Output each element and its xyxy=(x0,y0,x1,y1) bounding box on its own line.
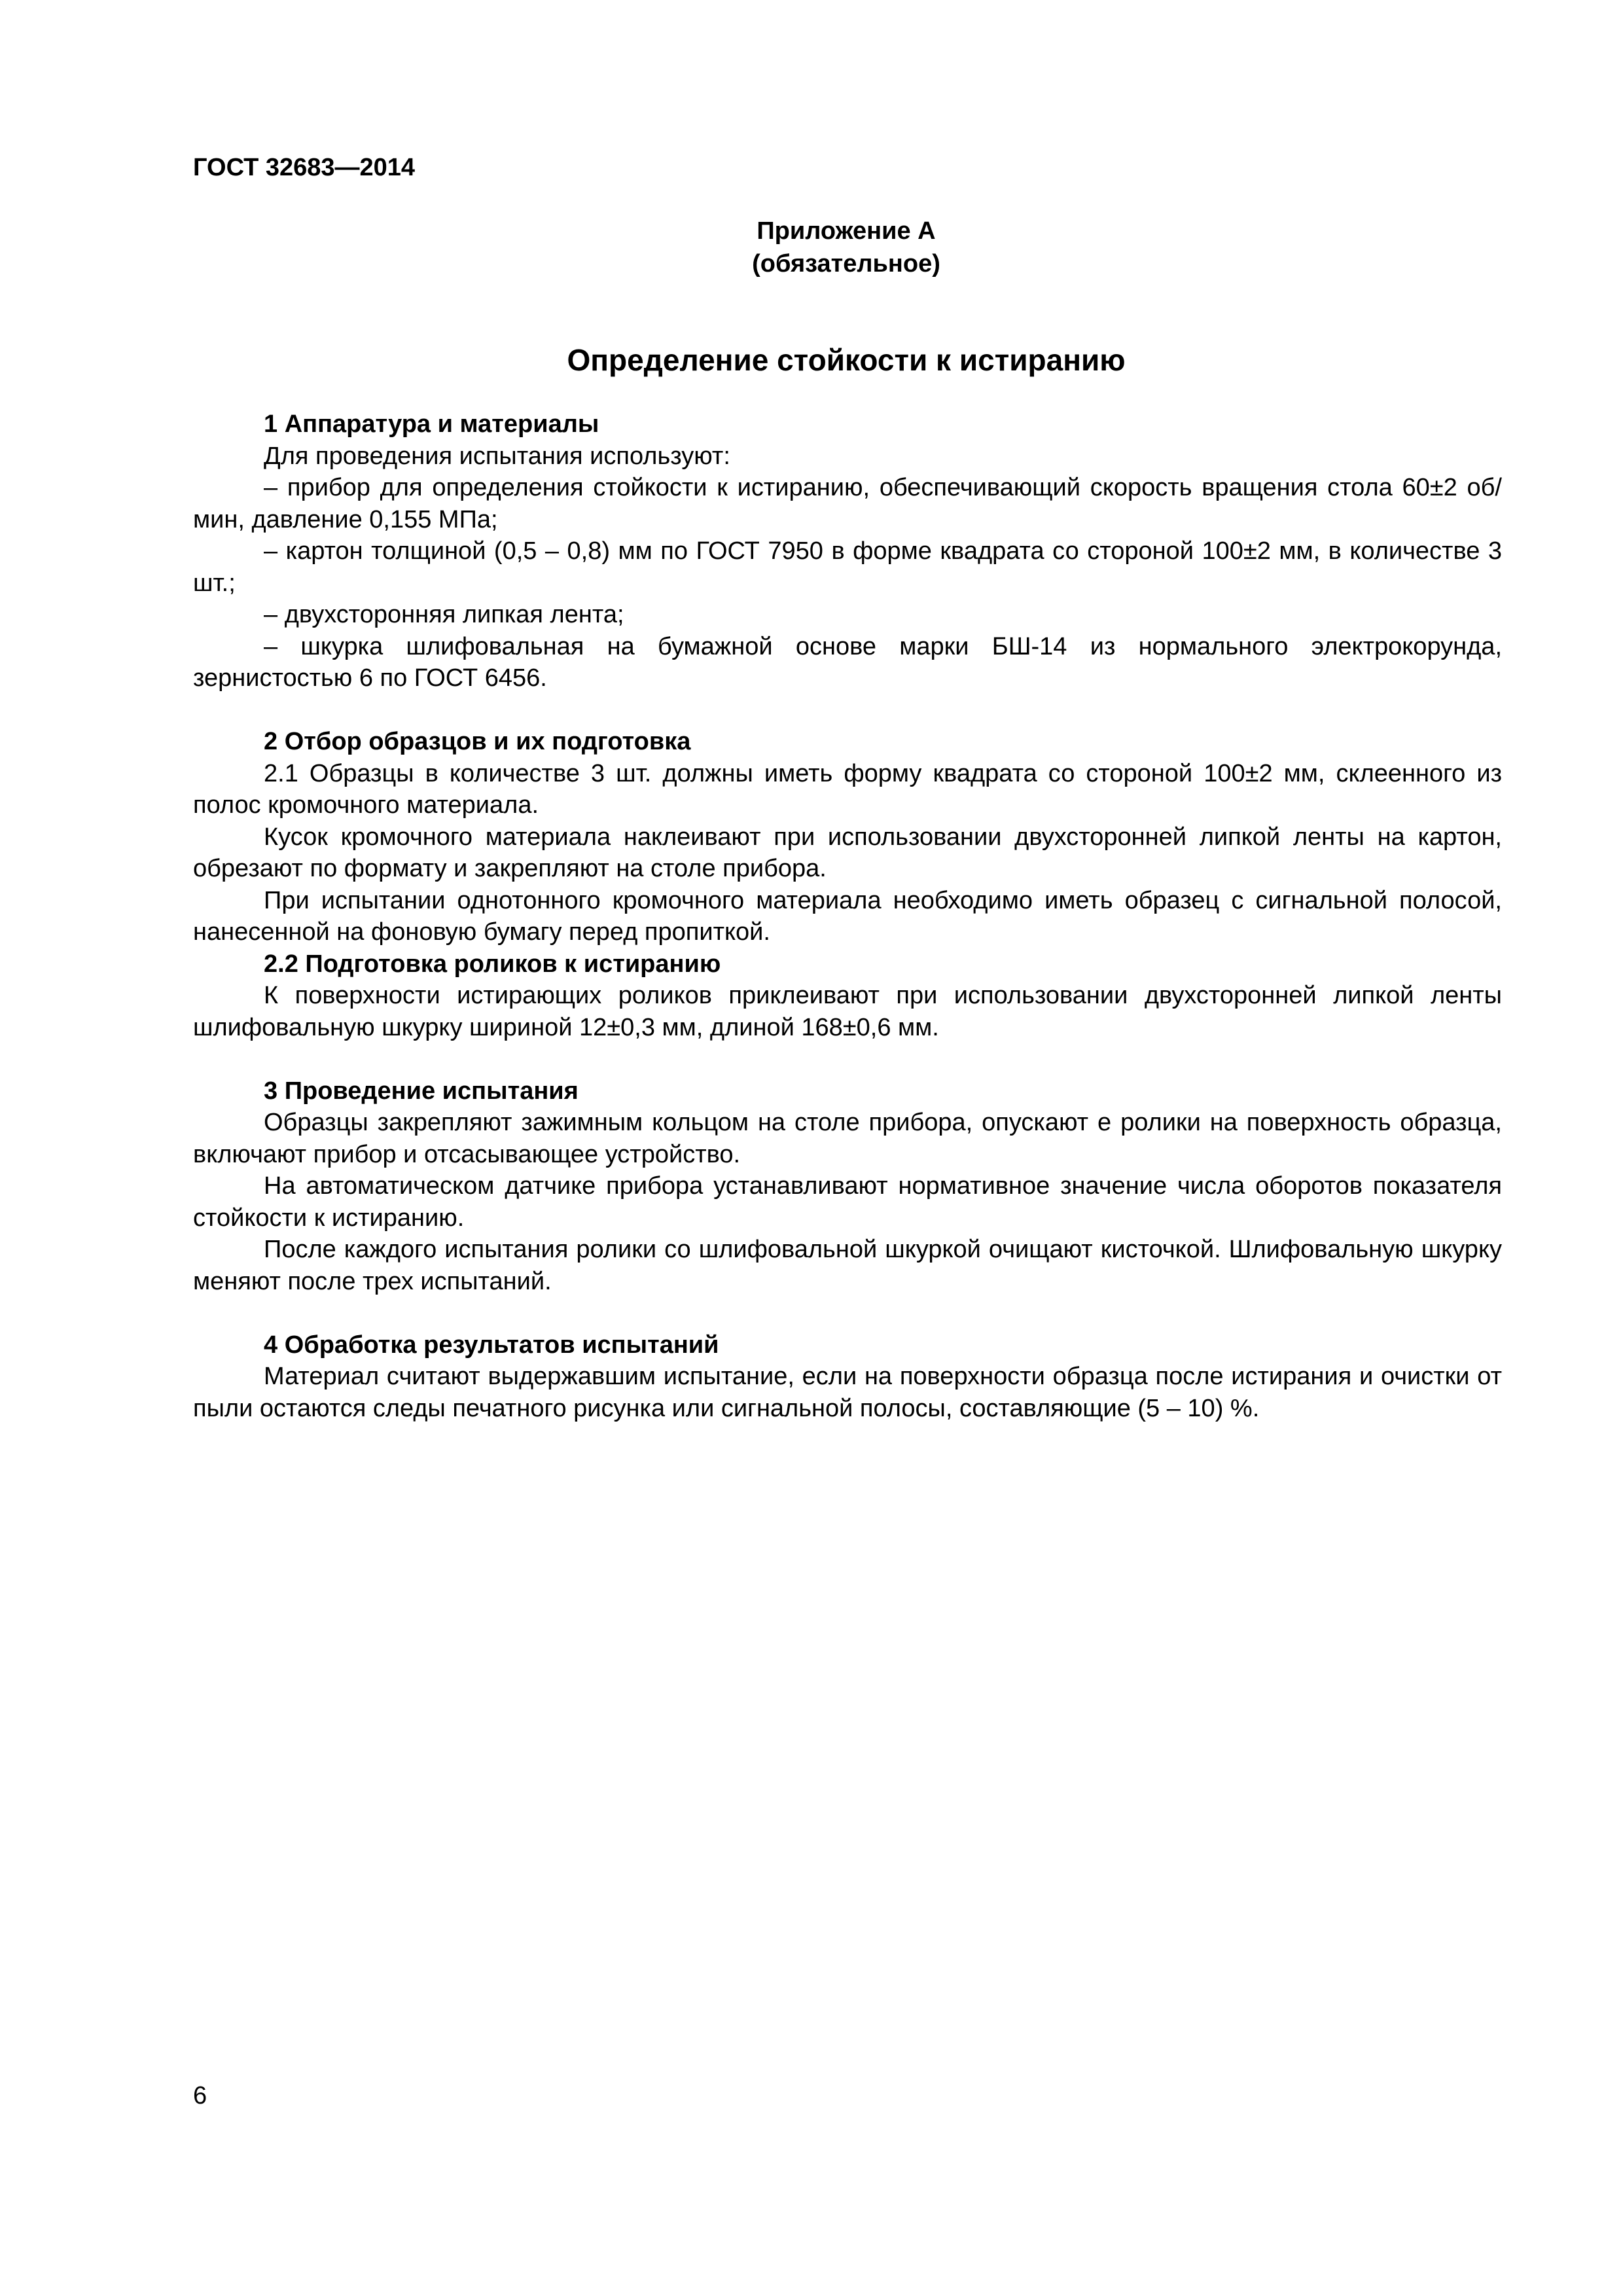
section-2-paragraph: При испытании однотонного кромочного материала необходимо иметь образец с сигнальной полосой, нанесенной на фоновую бумагу перед пропиткой. xyxy=(193,886,1502,946)
section-1-paragraph: – прибор для определения стойкости к истиранию, обеспечивающий скорость вращения стола 60±2 об/мин, давление 0,155 МПа; xyxy=(193,474,1502,533)
section-2-paragraph: К поверхности истирающих роликов приклеивают при использовании двухсторонней липкой ленты шлифовальную шкурку шириной 12±0,3 мм, длиной 168±0,6 мм. xyxy=(193,982,1502,1041)
section-1-heading: 1 Аппаратура и материалы xyxy=(264,410,599,438)
document-title: Определение стойкости к истиранию xyxy=(567,343,1126,377)
standard-header: ГОСТ 32683—2014 xyxy=(193,154,416,181)
appendix-status: (обязательное) xyxy=(752,250,940,278)
section-3-paragraph: На автоматическом датчике прибора устанавливают нормативное значение числа оборотов показателя стойкости к истиранию. xyxy=(193,1172,1502,1232)
paragraph-gap xyxy=(193,1297,1502,1329)
section-2-paragraph: 2.1 Образцы в количестве 3 шт. должны иметь форму квадрата со стороной 100±2 мм, склеенного из полос кромочного материала. xyxy=(193,759,1502,819)
section-2-2-heading: 2.2 Подготовка роликов к истиранию xyxy=(264,950,721,978)
section-1-paragraph: Для проведения испытания используют: xyxy=(264,442,730,470)
section-3-paragraph: После каждого испытания ролики со шлифовальной шкуркой очищают кисточкой. Шлифовальную шкурку меняют после трех испытаний. xyxy=(193,1236,1502,1295)
section-4-paragraph: Материал считают выдержавшим испытание, если на поверхности образца после истирания и очистки от пыли остаются следы печатного рисунка или сигнальной полосы, составляющие (5 – 10) %. xyxy=(193,1363,1502,1422)
paragraph-gap xyxy=(193,1043,1502,1075)
paragraph-gap xyxy=(193,694,1502,726)
page-number: 6 xyxy=(193,2082,207,2109)
section-3-paragraph: Образцы закрепляют зажимным кольцом на столе прибора, опускают е ролики на поверхность образца, включают прибор и отсасывающее устройство. xyxy=(193,1109,1502,1168)
appendix-block xyxy=(0,215,1623,280)
document-body xyxy=(193,408,1502,1424)
section-1-paragraph: – двухсторонняя липкая лента; xyxy=(264,601,624,628)
section-2-heading: 2 Отбор образцов и их подготовка xyxy=(264,728,691,755)
appendix-label: Приложение А xyxy=(757,217,936,245)
section-4-heading: 4 Обработка результатов испытаний xyxy=(264,1331,719,1359)
section-2-paragraph: Кусок кромочного материала наклеивают при использовании двухсторонней липкой ленты на картон, обрезают по формату и закрепляют на столе прибора. xyxy=(193,823,1502,882)
section-1-paragraph: – картон толщиной (0,5 – 0,8) мм по ГОСТ 7950 в форме квадрата со стороной 100±2 мм, в количестве 3 шт.; xyxy=(193,537,1502,597)
section-1-paragraph: – шкурка шлифовальная на бумажной основе марки БШ-14 из нормального электрокорунда, зернистостью 6 по ГОСТ 6456. xyxy=(193,632,1502,692)
section-3-heading: 3 Проведение испытания xyxy=(264,1077,579,1105)
